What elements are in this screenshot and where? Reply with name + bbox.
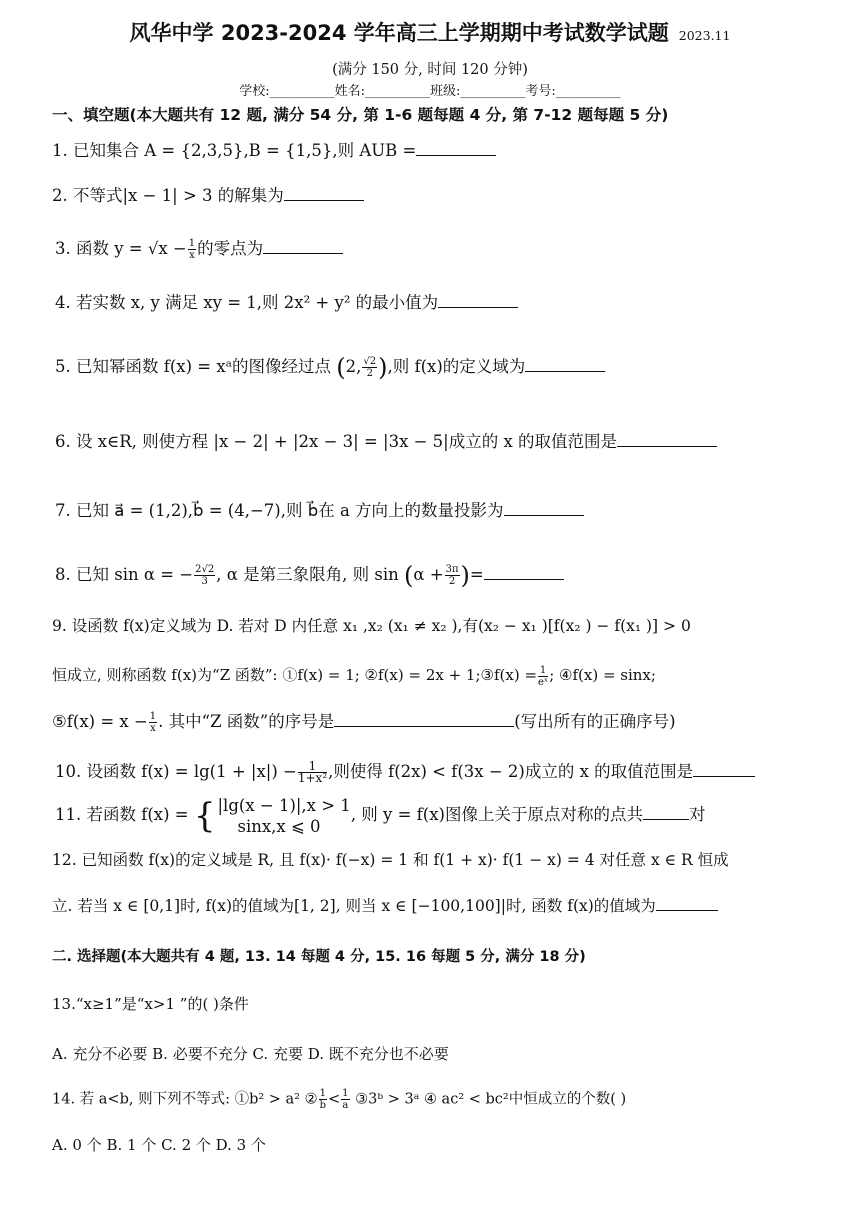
q7-text: 7. 已知 a⃗ = (1,2),b⃗ = (4,−7),则 b⃗在 a 方向上的数量投影为: [55, 501, 504, 520]
fraction: [341, 1088, 349, 1111]
q8-text: 8. 已知 sin α = −: [55, 565, 194, 584]
section-choice-heading: 二. 选择题(本大题共有 4 题, 13. 14 每题 4 分, 15. 16 每题 5 分, 满分 18 分): [52, 949, 586, 965]
piecewise-cases: [217, 795, 350, 837]
exam-date: 2023.11: [678, 28, 731, 43]
paren-open: (: [336, 353, 346, 382]
case-1: |lg(x − 1)|,x > 1: [217, 795, 351, 815]
case-2: sinx,x ⩽ 0: [237, 816, 321, 836]
numerator: 1: [539, 664, 547, 676]
exam-title: [0, 22, 860, 47]
q10-text-end: ,则使得 f(2x) < f(3x − 2)成立的 x 的取值范围是: [328, 762, 694, 781]
fraction: [445, 564, 460, 587]
student-info-line: 学校:__________姓名:__________班级:__________考号:__________: [239, 84, 621, 99]
q5-text: 5. 已知幂函数 f(x) = xᵃ的图像经过点: [55, 357, 332, 376]
paren-close: ): [378, 353, 388, 382]
denominator: 2: [448, 576, 456, 587]
denominator: 1+x²: [297, 771, 328, 785]
q9-question-text: . 其中“Z 函数”的序号是: [158, 712, 335, 731]
paren-open: (: [403, 561, 414, 590]
question-14-options: A. 0 个 B. 1 个 C. 2 个 D. 3 个: [52, 1136, 266, 1154]
question-11: [55, 793, 705, 837]
question-3: [55, 236, 343, 261]
q8-text-end: =: [469, 565, 484, 584]
q9-functions-text: 恒成立, 则称函数 f(x)为“Z 函数”: ①f(x) = 1; ②f(x) = 2x + 1;③f(x) =: [52, 666, 538, 684]
numerator: 1: [188, 238, 196, 249]
numerator: 1: [342, 1088, 349, 1099]
answer-blank: [284, 183, 364, 201]
question-9-line-2: [52, 664, 656, 688]
q9-functions-end: ; ④f(x) = sinx;: [549, 666, 656, 684]
q10-text: 10. 设函数 f(x) = lg(1 + |x|) −: [55, 762, 297, 781]
question-9-line-1: 9. 设函数 f(x)定义域为 D. 若对 D 内任意 x₁ ,x₂ (x₁ ≠ x₂ ),有(x₂ − x₁ )[f(x₂ ) − f(x₁ )] > 0: [52, 617, 691, 635]
question-4: [55, 290, 518, 314]
section-fill-in-heading: 一、填空题(本大题共有 12 题, 满分 54 分, 第 1-6 题每题 4 分, 第 7-12 题每题 5 分): [52, 106, 669, 124]
question-5: [55, 353, 605, 382]
answer-blank: [484, 562, 564, 580]
q11-text: 11. 若函数 f(x) =: [55, 805, 189, 824]
numerator: 1: [149, 711, 157, 722]
answer-blank: [504, 498, 584, 516]
q12-text: 立. 若当 x ∈ [0,1]时, f(x)的值域为[1, 2], 则当 x ∈ [−100,100]|时, 函数 f(x)的值域为: [52, 897, 656, 915]
numerator: 1: [298, 761, 327, 773]
numerator: 3π: [445, 564, 459, 575]
q9-note: (写出所有的正确序号): [514, 712, 676, 731]
fraction: [362, 356, 377, 379]
q5-text-end: ,则 f(x)的定义域为: [387, 357, 526, 376]
less-than: <: [327, 1091, 341, 1108]
numerator: √2: [363, 356, 377, 367]
question-8: [55, 561, 564, 590]
question-2: [52, 183, 364, 207]
q8-text-mid: , α 是第三象限角, 则 sin: [216, 565, 399, 584]
angle-expr: α +: [413, 565, 444, 584]
q1-text: 1. 已知集合 A = {2,3,5},B = {1,5},则 AUB =: [52, 141, 417, 160]
denominator: a: [342, 1100, 349, 1111]
q9-fifth-function: ⑤f(x) = x −: [52, 712, 148, 731]
fraction: [319, 1088, 327, 1111]
answer-blank: [643, 802, 689, 820]
paren-close: ): [460, 561, 470, 590]
denominator: 3: [201, 576, 208, 587]
q6-text: 6. 设 x∈R, 则使方程 |x − 2| + |2x − 3| = |3x − 5|成立的 x 的取值范围是: [55, 432, 618, 451]
fraction: [188, 238, 196, 261]
numerator: 1: [319, 1088, 326, 1099]
q2-text: 2. 不等式|x − 1| > 3 的解集为: [52, 186, 284, 205]
question-7: [55, 498, 584, 522]
exam-subtitle: (满分 150 分, 时间 120 分钟): [332, 62, 528, 78]
q11-text-end: , 则 y = f(x)图像上关于原点对称的点共: [350, 805, 643, 824]
answer-blank: [525, 354, 605, 372]
fraction: [194, 564, 215, 587]
question-12-line-2: [52, 893, 718, 917]
question-10: [55, 759, 755, 784]
answer-blank: [438, 290, 518, 308]
fraction: [298, 761, 327, 784]
question-9-line-3: [52, 709, 676, 734]
fraction: [149, 711, 157, 734]
answer-blank: [617, 429, 717, 447]
denominator: eˣ: [538, 676, 549, 688]
question-12-line-1: 12. 已知函数 f(x)的定义域是 R, 且 f(x)· f(−x) = 1 和 f(1 + x)· f(1 − x) = 4 对任意 x ∈ R 恒成: [52, 851, 729, 869]
answer-blank: [693, 759, 755, 777]
brace: {: [193, 795, 216, 836]
q14-text-end: ③3ᵇ > 3ᵃ ④ ac² < bc²中恒成立的个数( ): [350, 1091, 627, 1108]
q14-text: 14. 若 a<b, 则下列不等式: ①b² > a² ②: [52, 1091, 318, 1108]
answer-blank: [656, 893, 718, 911]
denominator: b: [319, 1100, 326, 1111]
answer-blank: [263, 236, 343, 254]
numerator: 2√2: [195, 564, 215, 575]
q11-unit: 对: [688, 805, 706, 824]
fraction: [538, 665, 548, 688]
question-6: [55, 429, 717, 453]
title-text: 风华中学 2023-2024 学年高三上学期期中考试数学试题: [129, 21, 669, 45]
q3-text: 3. 函数 y = √x −: [55, 239, 187, 258]
q4-text: 4. 若实数 x, y 满足 xy = 1,则 2x² + y² 的最小值为: [55, 293, 439, 312]
denominator: x: [150, 723, 156, 734]
point-x: 2,: [345, 357, 362, 376]
denominator: x: [189, 250, 195, 261]
answer-blank: [416, 138, 496, 156]
q3-text-end: 的零点为: [197, 239, 264, 258]
question-14: [52, 1088, 626, 1111]
answer-blank: [334, 709, 514, 727]
question-13: 13.“x≥1”是“x>1 ”的( )条件: [52, 995, 249, 1013]
denominator: 2: [366, 368, 373, 379]
question-13-options: A. 充分不必要 B. 必要不充分 C. 充要 D. 既不充分也不必要: [52, 1045, 449, 1063]
question-1: [52, 138, 496, 162]
